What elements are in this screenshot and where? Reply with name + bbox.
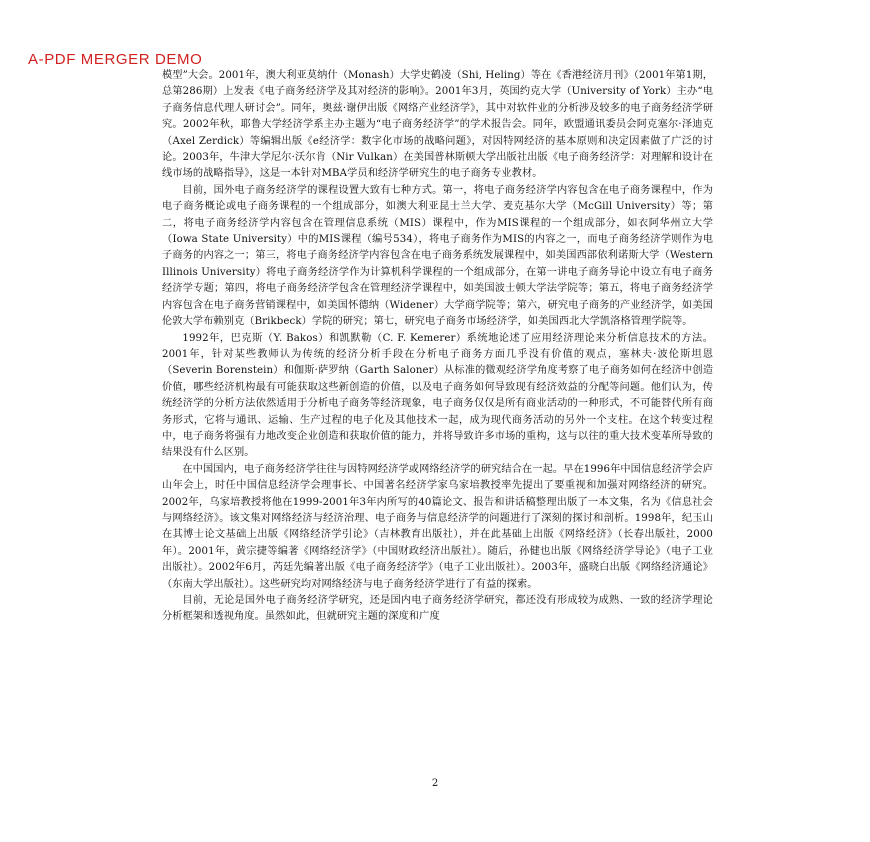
paragraph: 目前，无论是国外电子商务经济学研究，还是国内电子商务经济学研究，都还没有形成较为成熟、一致的经济学理论分析框架和透视角度。虽然如此，但就研究主题的深度和广度 xyxy=(162,595,713,623)
paragraph: 目前，国外电子商务经济学的课程设置大致有七种方式。第一，将电子商务经济学内容包含在电子商务课程中，作为电子商务概论或电子商务课程的一个组成部分，如澳大利亚昆士兰大学、麦克基尔大学（McGill University）等；第二，将电子商务经济学内容包含在管理信息系统（MIS）课程中，作为MIS课程的一个组成部分，如衣阿华州立大学（Iowa State University）中的MIS课程（编号534），将电子商务作为MIS的内容之一，而电子商务经济学则作为电子商务的内容之一；第三，将电子商务经济学内容包含在电子商务系统发展课程中，如美国西部依利诺斯大学（Western Illinois University）将电子商务经济学作为计算机科学课程的一个组成部分，在第一讲电子商务导论中设立有电子商务经济学专题；第四，将电子商务经济学包含在管理经济学课程中，如美国波士顿大学法学院等；第五，将电子商务经济学内容包含在电子商务营销课程中，如美国怀德纳（Widener）大学商学院等；第六，研究电子商务的产业经济学，如美国伦敦大学布赖别克（Brikbeck）学院的研究；第七，研究电子商务市场经济学，如美国西北大学凯洛格管理学院等。 xyxy=(162,184,713,328)
watermark: A-PDF MERGER DEMO xyxy=(28,51,203,68)
paragraph: 1992年，巴克斯（Y. Bakos）和凯默勒（C. F. Kemerer）系统地论述了应用经济理论来分析信息技术的方法。2001年，针对某些教师认为传统的经济分析手段在分析电子商务方面几乎没有价值的观点，塞林夫·波伦斯坦恩（Severin Borenstein）和伽斯·萨罗纳（Garth Saloner）从标准的微观经济学角度考察了电子商务如何在经济中创造价值，哪些经济机构最有可能获取这些新创造的价值，以及电子商务如何导致现有经济效益的分配等问题。他们认为，传统经济学的分析方法依然适用于分析电子商务等经济现象，电子商务仅仅是所有商业活动的一种形式，不可能替代所有商务形式，它将与通讯、运输、生产过程的电子化及其他技术一起，成为现代商务活动的另外一个支柱。在这个转变过程中，电子商务将强有力地改变企业创造和获取价值的能力，并将导致许多市场的重构，这与以往的重大技术变革所导致的结果没有什么区别。 xyxy=(162,332,713,459)
paragraph: 在中国国内，电子商务经济学往往与因特网经济学或网络经济学的研究结合在一起。早在1996年中国信息经济学会庐山年会上，时任中国信息经济学会理事长、中国著名经济学家乌家培教授率先提出了要重视和加强对网络经济的研究。2002年，乌家培教授将他在1999-2001年3年内所写的40篇论文、报告和讲话稿整理出版了一本文集，名为《信息社会与网络经济》。该文集对网络经济与经济治理、电子商务与信息经济学的问题进行了深刻的探讨和剖析。1998年，纪玉山在其博士论文基础上出版《网络经济学引论》（吉林教育出版社），并在此基础上出版《网络经济》（长春出版社，2000年）。2001年，黄宗捷等编著《网络经济学》（中国财政经济出版社）。随后，孙健也出版《网络经济学导论》（电子工业出版社）。2002年6月，芮廷先编著出版《电子商务经济学》（电子工业出版社）。2003年，盛晓白出版《网络经济通论》（东南大学出版社）。这些研究均对网络经济与电子商务经济学进行了有益的探索。 xyxy=(162,463,713,590)
paragraph: 模型”大会。2001年，澳大利亚莫纳什（Monash）大学史鹤凌（Shi, Heling）等在《香港经济月刊》（2001年第1期，总第286期）上发表《电子商务经济学及其对经济的影响》。2001年3月，英国约克大学（University of York）主办“电子商务信息代理人研讨会”。同年，奥兹·谢伊出版《网络产业经济学》，其中对软件业的分析涉及较多的电子商务经济学研究。2002年秋，耶鲁大学经济学系主办主题为“电子商务经济学”的学术报告会。同年，欧盟通讯委员会阿克塞尔·泽迪克（Axel Zerdick）等编辑出版《e经济学：数字化市场的战略问题》，对因特网经济的基本原则和决定因素做了广泛的讨论。2003年，牛津大学尼尔·沃尔肯（Nir Vulkan）在美国普林斯顿大学出版社出版《电子商务经济学：对理解和设计在线市场的战略指导》，这是一本针对MBA学员和经济学研究生的电子商务专业教材。 xyxy=(162,70,713,180)
page-number: 2 xyxy=(431,778,439,789)
document-body xyxy=(162,68,713,626)
